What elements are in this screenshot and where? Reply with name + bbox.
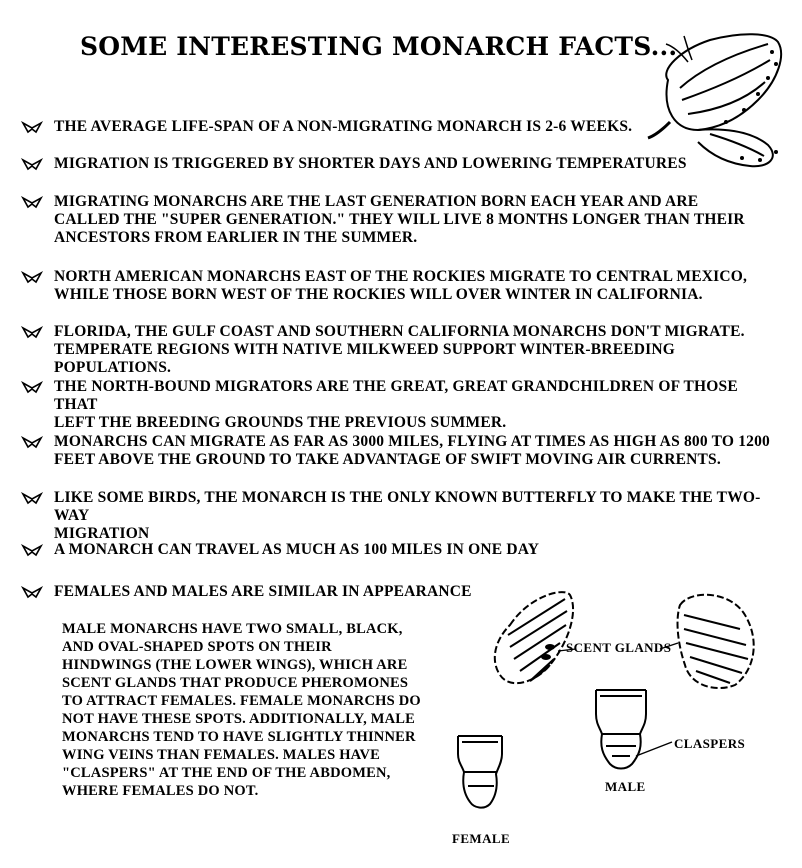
fact-item bbox=[22, 193, 782, 247]
scent-glands-label: SCENT GLANDS bbox=[566, 640, 672, 655]
fact-item bbox=[22, 118, 782, 136]
fact-item bbox=[22, 268, 782, 304]
claspers-label: CLASPERS bbox=[674, 736, 746, 751]
fact-item bbox=[22, 378, 782, 432]
fact-text: FLORIDA, THE GULF COAST AND SOUTHERN CALIFORNIA MONARCHS DON'T MIGRATE. TEMPERATE REGIONS WITH NATIVE MILKWEED SUPPORT WINTER-BREEDING POPULATIONS. bbox=[54, 323, 745, 376]
page-title: SOME INTERESTING MONARCH FACTS... bbox=[80, 32, 678, 61]
fact-text: MIGRATING MONARCHS ARE THE LAST GENERATION BORN EACH YEAR AND ARE CALLED THE "SUPER GENERATION." THEY WILL LIVE 8 MONTHS LONGER THAN THEIR ANCESTORS FROM EARLIER IN THE SUMMER. bbox=[54, 193, 745, 246]
abdomen-diagram-illustration bbox=[450, 684, 680, 824]
butterfly-bullet-icon bbox=[22, 270, 42, 284]
fact-item bbox=[22, 323, 782, 377]
butterfly-bullet-icon bbox=[22, 491, 42, 505]
butterfly-bullet-icon bbox=[22, 380, 42, 394]
fact-item bbox=[22, 433, 782, 469]
fact-item bbox=[22, 541, 782, 559]
monarch-butterfly-illustration bbox=[640, 30, 790, 170]
fact-text: NORTH AMERICAN MONARCHS EAST OF THE ROCKIES MIGRATE TO CENTRAL MEXICO, WHILE THOSE BORN WEST OF THE ROCKIES WILL OVER WINTER IN CALIFORNIA. bbox=[54, 268, 748, 303]
fact-text: MONARCHS CAN MIGRATE AS FAR AS 3000 MILES, FLYING AT TIMES AS HIGH AS 800 TO 1200 FEET ABOVE THE GROUND TO TAKE ADVANTAGE OF SWIFT MOVING AIR CURRENTS. bbox=[54, 433, 770, 468]
butterfly-bullet-icon bbox=[22, 543, 42, 557]
fact-item bbox=[22, 489, 782, 543]
butterfly-bullet-icon bbox=[22, 585, 42, 599]
female-label: FEMALE bbox=[452, 831, 511, 846]
butterfly-bullet-icon bbox=[22, 195, 42, 209]
male-label: MALE bbox=[605, 779, 646, 794]
butterfly-bullet-icon bbox=[22, 120, 42, 134]
fact-item bbox=[22, 155, 782, 173]
fact-text: FEMALES AND MALES ARE SIMILAR IN APPEARANCE bbox=[54, 583, 472, 600]
fact-text: MIGRATION IS TRIGGERED BY SHORTER DAYS AND LOWERING TEMPERATURES bbox=[54, 155, 687, 172]
butterfly-bullet-icon bbox=[22, 157, 42, 171]
fact-text: THE AVERAGE LIFE-SPAN OF A NON-MIGRATING MONARCH IS 2-6 WEEKS. bbox=[54, 118, 633, 135]
butterfly-bullet-icon bbox=[22, 435, 42, 449]
fact-text: THE NORTH-BOUND MIGRATORS ARE THE GREAT, GREAT GRANDCHILDREN OF THOSE THAT LEFT THE BREEDING GROUNDS THE PREVIOUS SUMMER. bbox=[54, 378, 738, 431]
male-female-paragraph: MALE MONARCHS HAVE TWO SMALL, BLACK, AND OVAL-SHAPED SPOTS ON THEIR HINDWINGS (THE LOWER WINGS), WHICH ARE SCENT GLANDS THAT PRODUCE PHEROMONES TO ATTRACT FEMALES. FEMALE MONARCHS DO NOT HAVE THESE SPOTS. ADDITIONALLY, MALE MONARCHS TEND TO HAVE SLIGHTLY THINNER WING VEINS THAN FEMALES. MALES HAVE "CLASPERS" AT THE END OF THE ABDOMEN, WHERE FEMALES DO NOT. bbox=[62, 621, 421, 799]
fact-text: A MONARCH CAN TRAVEL AS MUCH AS 100 MILES IN ONE DAY bbox=[54, 541, 540, 558]
butterfly-bullet-icon bbox=[22, 325, 42, 339]
fact-text: LIKE SOME BIRDS, THE MONARCH IS THE ONLY KNOWN BUTTERFLY TO MAKE THE TWO-WAY MIGRATION bbox=[54, 489, 761, 542]
